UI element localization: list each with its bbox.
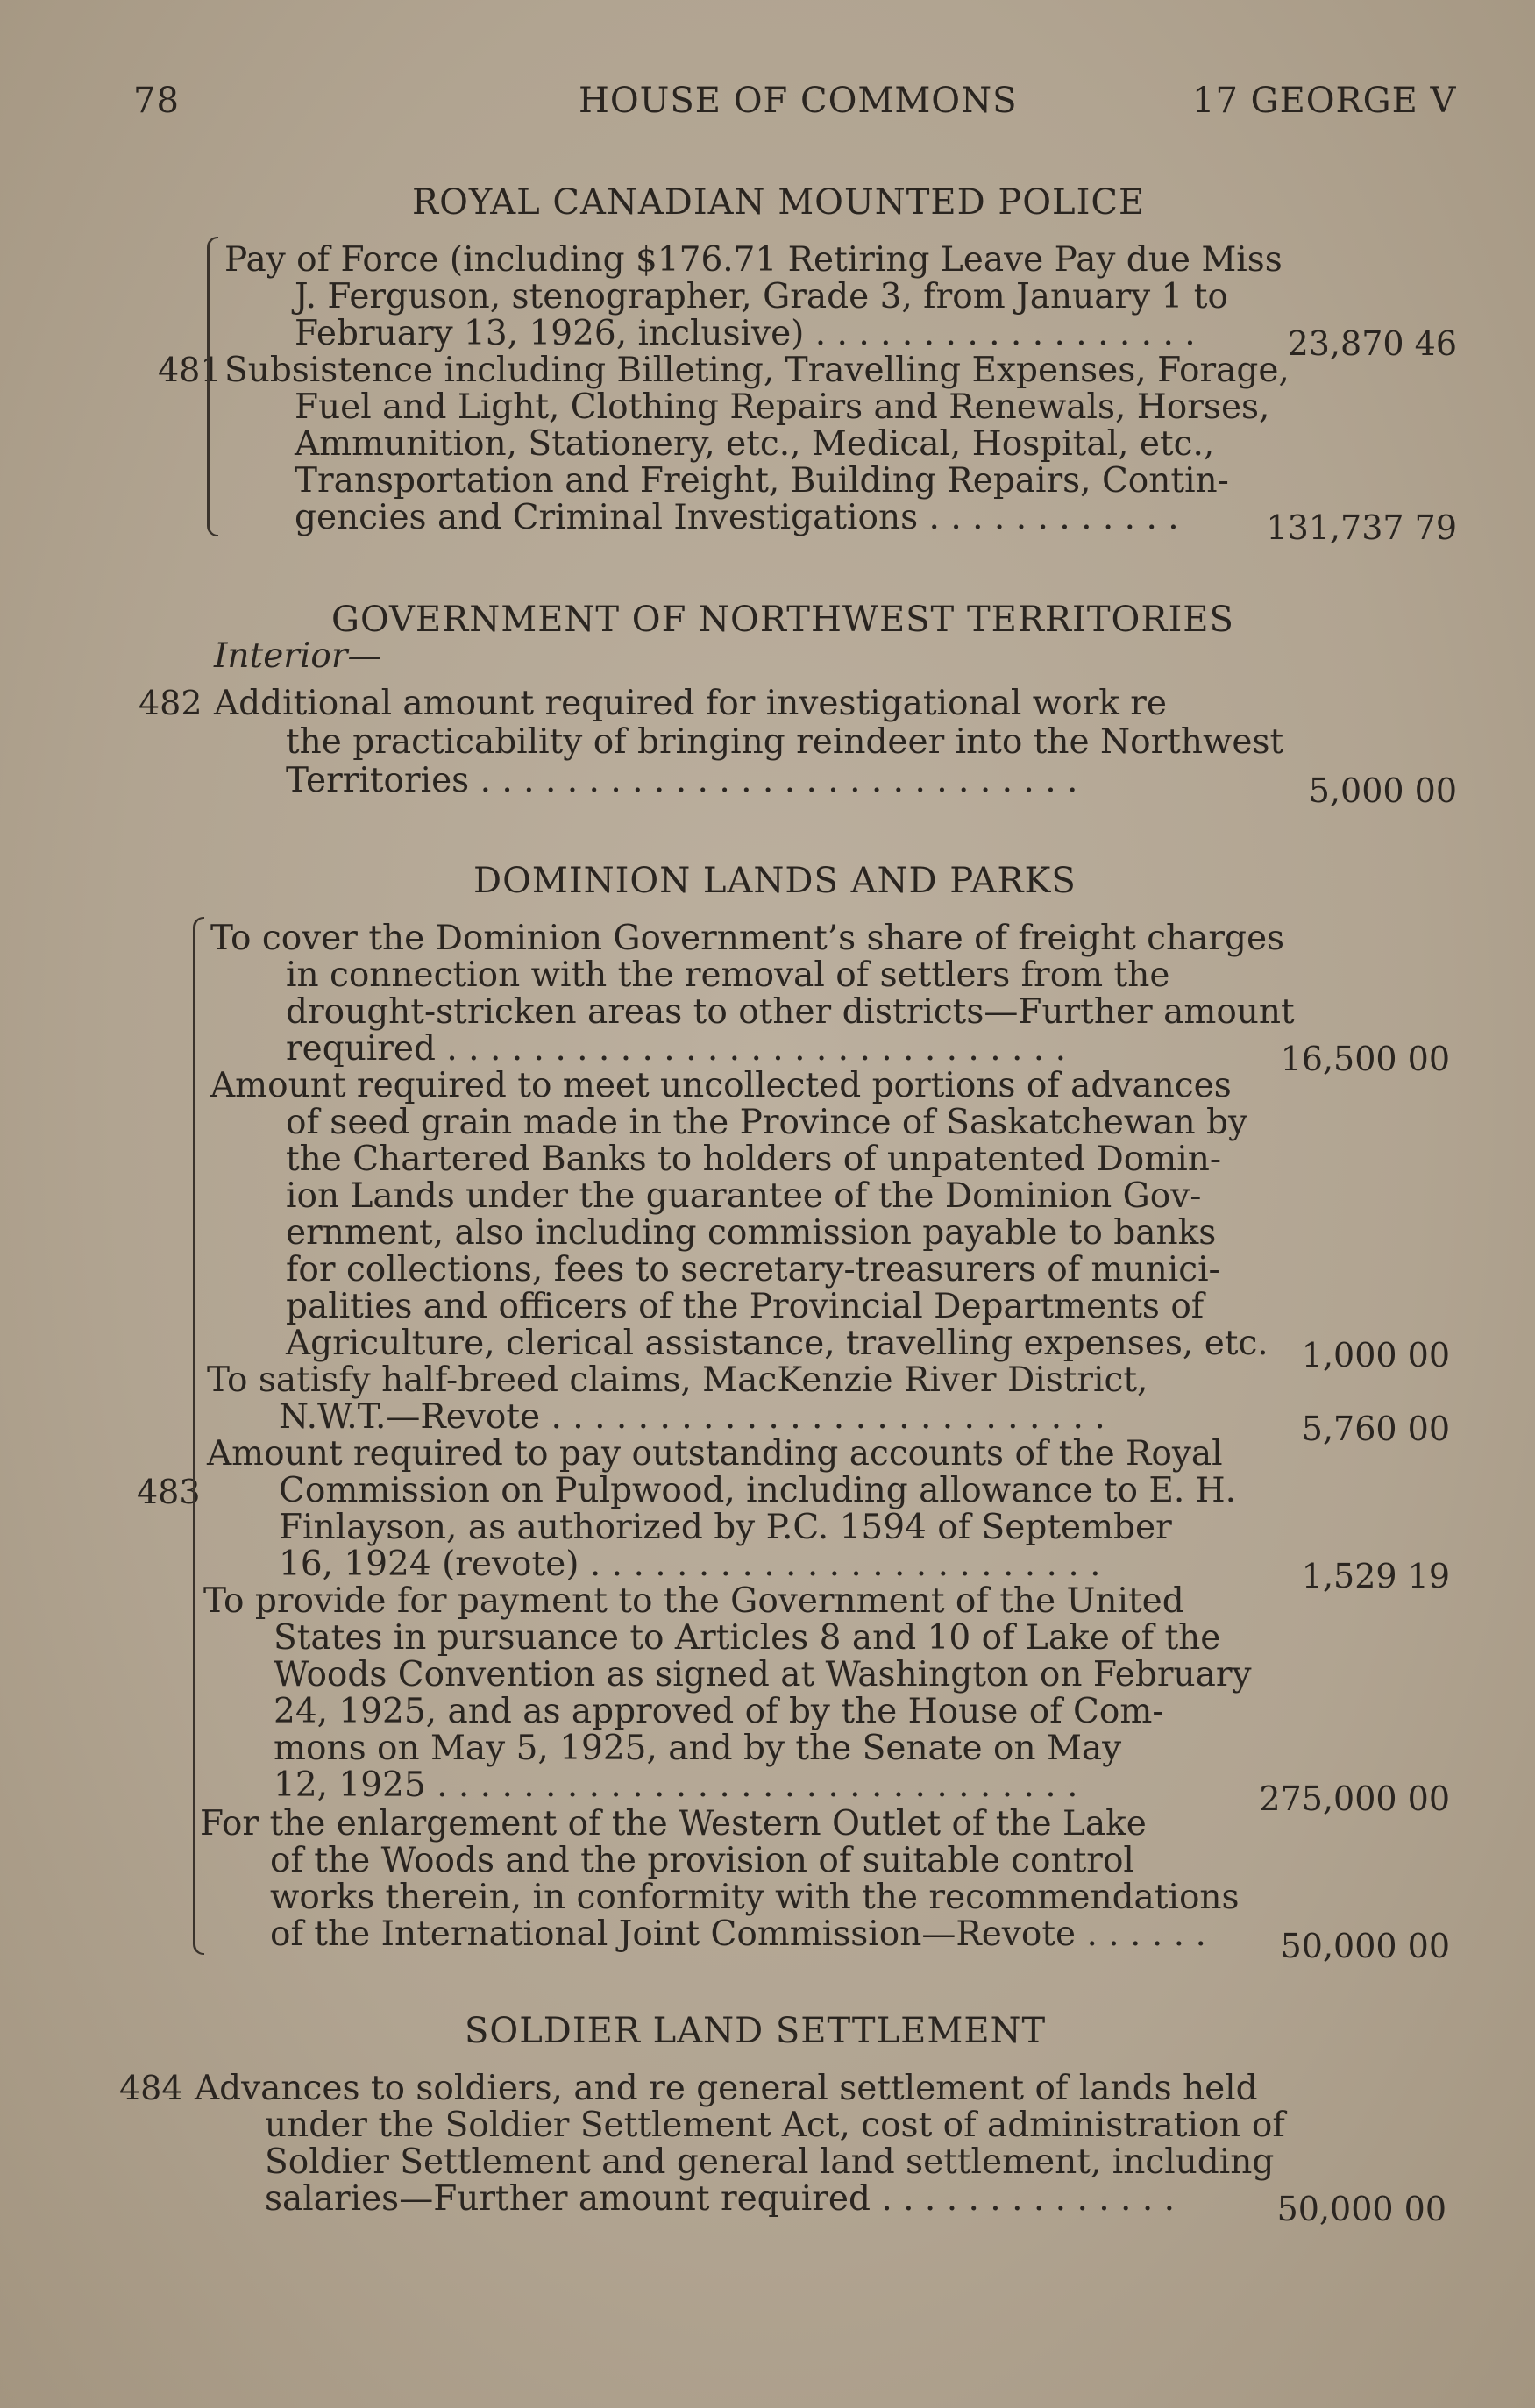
text-line: palities and officers of the Provincial Departments of: [286, 1287, 1205, 1326]
text-line: for collections, fees to secretary-treasurers of munici-: [286, 1250, 1220, 1289]
text-line: salaries—Further amount required . . . . . . . . . . . . . .: [265, 2179, 1176, 2219]
amount: 131,737 79: [1266, 508, 1457, 547]
text-line: For the enlargement of the Western Outlet of the Lake: [200, 1804, 1147, 1843]
text-line: works therein, in conformity with the recommendations: [270, 1878, 1240, 1917]
text-line: To cover the Dominion Government’s share of freight charges: [210, 919, 1285, 958]
text-line: Woods Convention as signed at Washington on February: [274, 1655, 1252, 1694]
section-heading-rcmp: ROYAL CANADIAN MOUNTED POLICE: [412, 182, 1146, 223]
amount: 50,000 00: [1276, 2190, 1446, 2228]
text-line: Finlayson, as authorized by P.C. 1594 of September: [279, 1508, 1172, 1547]
text-line: Additional amount required for investigational work re: [214, 684, 1167, 723]
text-line: ion Lands under the guarantee of the Dominion Gov-: [286, 1176, 1202, 1216]
brace-483: [193, 917, 204, 1955]
text-line: States in pursuance to Articles 8 and 10 of Lake of the: [274, 1618, 1221, 1658]
text-line: mons on May 5, 1925, and by the Senate on May: [274, 1729, 1122, 1768]
text-line: Agriculture, clerical assistance, travelling expenses, etc.: [286, 1324, 1269, 1363]
text-line: of the International Joint Commission—Revote . . . . . .: [270, 1914, 1206, 1954]
text-line: 24, 1925, and as approved of by the House of Com-: [274, 1692, 1164, 1731]
section-heading-sls: SOLDIER LAND SETTLEMENT: [465, 2011, 1047, 2051]
item-number-484: 484: [119, 2069, 183, 2107]
text-line: in connection with the removal of settlers from the: [286, 955, 1170, 995]
text-line: N.W.T.—Revote . . . . . . . . . . . . . . . . . . . . . . . . . .: [279, 1397, 1105, 1437]
text-line: Subsistence including Billeting, Travelling Expenses, Forage,: [224, 351, 1290, 390]
brace-481: [207, 237, 218, 536]
text-line: Pay of Force (including $176.71 Retiring Leave Pay due Miss: [224, 240, 1283, 280]
text-line: Soldier Settlement and general land settlement, including: [265, 2142, 1275, 2182]
text-line: Advances to soldiers, and re general settlement of lands held: [195, 2069, 1258, 2108]
running-title: HOUSE OF COMMONS: [579, 81, 1018, 121]
text-line: February 13, 1926, inclusive) . . . . . . . . . . . . . . . . . .: [295, 314, 1196, 353]
text-line: Amount required to pay outstanding accounts of the Royal: [207, 1434, 1223, 1474]
text-line: drought-stricken areas to other districts—Further amount: [286, 992, 1295, 1032]
amount: 16,500 00: [1280, 1040, 1450, 1078]
text-line: 16, 1924 (revote) . . . . . . . . . . . . . . . . . . . . . . . .: [279, 1545, 1101, 1584]
text-line: required . . . . . . . . . . . . . . . . . . . . . . . . . . . . .: [286, 1029, 1066, 1069]
item-number-483: 483: [137, 1473, 201, 1511]
text-line: gencies and Criminal Investigations . . . . . . . . . . . .: [295, 498, 1179, 537]
page-number: 78: [133, 81, 180, 121]
text-line: J. Ferguson, stenographer, Grade 3, from January 1 to: [295, 277, 1228, 316]
text-line: ernment, also including commission payable to banks: [286, 1213, 1217, 1253]
text-line: Fuel and Light, Clothing Repairs and Renewals, Horses,: [295, 387, 1270, 427]
text-line: Territories . . . . . . . . . . . . . . . . . . . . . . . . . . . .: [286, 761, 1078, 800]
text-line: To satisfy half-breed claims, MacKenzie River District,: [207, 1360, 1148, 1400]
text-line: 12, 1925 . . . . . . . . . . . . . . . . . . . . . . . . . . . . . .: [274, 1765, 1078, 1805]
item-number-482: 482: [139, 684, 203, 722]
subheading-interior: Interior—: [214, 636, 382, 676]
section-heading-dlp: DOMINION LANDS AND PARKS: [473, 861, 1077, 901]
text-line: of seed grain made in the Province of Saskatchewan by: [286, 1103, 1247, 1142]
text-line: Transportation and Freight, Building Repairs, Contin-: [295, 461, 1229, 501]
text-line: the practicability of bringing reindeer into the Northwest: [286, 722, 1284, 762]
text-line: of the Woods and the provision of suitable control: [270, 1841, 1134, 1880]
text-line: under the Soldier Settlement Act, cost of administration of: [265, 2106, 1285, 2145]
text-line: Ammunition, Stationery, etc., Medical, Hospital, etc.,: [295, 424, 1215, 464]
amount: 275,000 00: [1259, 1779, 1450, 1818]
amount: 1,000 00: [1301, 1336, 1450, 1374]
text-line: the Chartered Banks to holders of unpatented Domin-: [286, 1140, 1221, 1179]
amount: 23,870 46: [1287, 324, 1457, 363]
text-line: Commission on Pulpwood, including allowance to E. H.: [279, 1471, 1237, 1510]
session-label: 17 GEORGE V: [1192, 81, 1457, 121]
text-line: To provide for payment to the Government of the United: [203, 1581, 1184, 1621]
amount: 5,760 00: [1301, 1410, 1450, 1448]
amount: 5,000 00: [1308, 771, 1457, 810]
section-heading-nwt: GOVERNMENT OF NORTHWEST TERRITORIES: [331, 600, 1234, 640]
amount: 50,000 00: [1280, 1927, 1450, 1965]
text-line: Amount required to meet uncollected portions of advances: [210, 1066, 1232, 1105]
item-number-481: 481: [158, 351, 222, 389]
amount: 1,529 19: [1301, 1557, 1450, 1595]
